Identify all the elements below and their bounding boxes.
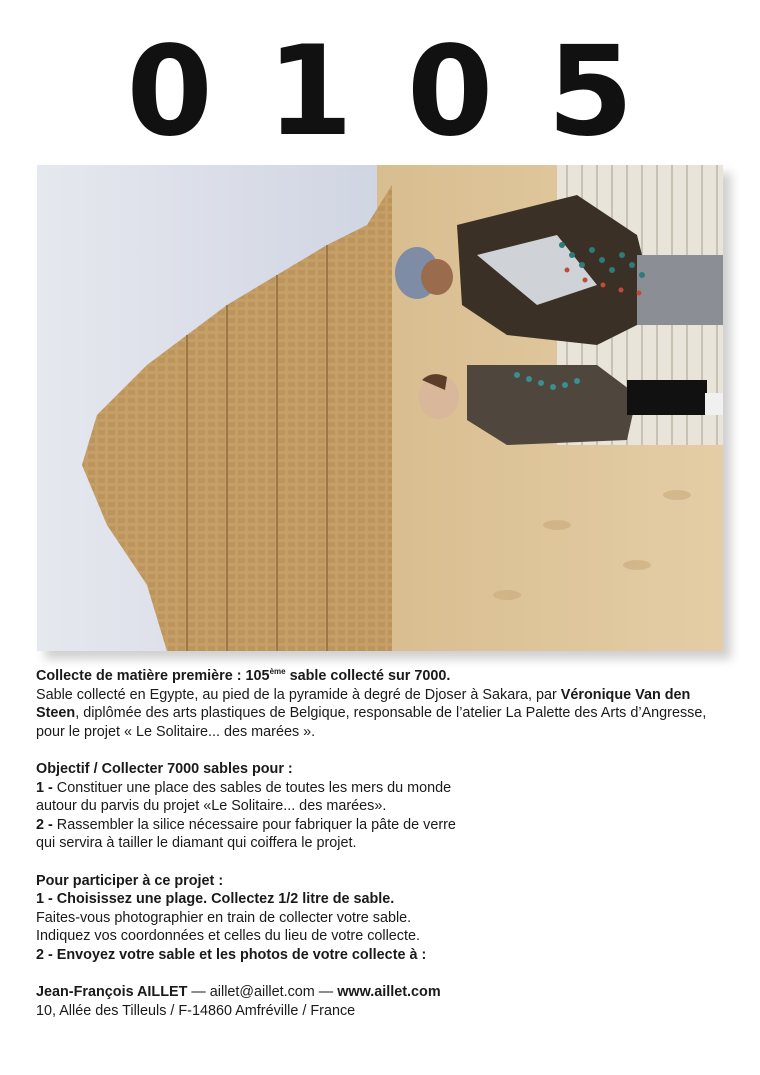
objective-item-1-text-a: Constituer une place des sables de toutes les mers du monde — [56, 779, 452, 796]
objective-item-2-cont: qui servira à tailler le diamant qui coiffera le projet. — [36, 835, 357, 852]
contact-sep-1: — — [187, 984, 210, 1001]
contact-email[interactable]: aillet@aillet.com — [209, 984, 315, 1001]
intro-author: Véronique Van den Steen — [36, 686, 691, 722]
objective-item-2 — [36, 816, 726, 835]
participate-title — [36, 872, 726, 891]
photo-frame — [37, 165, 723, 651]
intro-title-suffix: sable collecté sur 7000. — [285, 668, 451, 684]
participate-step-1-line-b: Indiquez vos coordonnées et celles du lieu de votre collecte. — [36, 928, 420, 945]
intro-paragraph — [36, 686, 726, 742]
participate-step-1 — [36, 890, 726, 909]
participate-step-1-line-a: Faites-vous photographier en train de collecter votre sable. — [36, 909, 412, 926]
contact-line — [36, 983, 726, 1002]
objective-item-2-num: 2 - — [36, 816, 57, 833]
intro-line1: Sable collecté en Egypte, au pied de la pyramide à degré de Djoser à Sakara, par — [36, 686, 561, 703]
photo-illustration — [37, 165, 723, 651]
participate-step-2-text: 2 - Envoyez votre sable et les photos de votre collecte à : — [36, 946, 427, 963]
objective-title — [36, 760, 726, 779]
egypt-pyramid-photo — [37, 165, 723, 651]
objective-item-1-cont: autour du parvis du projet «Le Solitaire... des marées». — [36, 798, 387, 815]
participate-title-text: Pour participer à ce projet : — [36, 872, 224, 889]
participate-step-2 — [36, 946, 726, 965]
contact-name: Jean-François AILLET — [36, 984, 188, 1001]
participate-step-1-text: 1 - Choisissez une plage. Collectez 1/2 litre de sable. — [36, 891, 395, 908]
intro-title — [36, 667, 726, 686]
page-number-title: 0105 — [126, 20, 688, 164]
objective-title-text: Objectif / Collecter 7000 sables pour : — [36, 760, 293, 777]
body-text — [36, 667, 726, 1020]
intro-line2: , diplômée des arts plastiques de Belgique, responsable de l’atelier La Palette des Arts d’Angresse, pour le projet « Le Solitaire... des marées ». — [36, 705, 707, 740]
contact-website[interactable]: www.aillet.com — [337, 984, 441, 1001]
intro-title-sup: ème — [269, 667, 286, 676]
contact-sep-2: — — [314, 984, 338, 1001]
contact-address: 10, Allée des Tilleuls / F-14860 Amfréville / France — [36, 1002, 356, 1019]
intro-title-prefix: Collecte de matière première : 105 — [36, 668, 270, 684]
objective-item-1 — [36, 779, 726, 798]
objective-item-1-num: 1 - — [36, 779, 57, 796]
objective-item-2-text-a: Rassembler la silice nécessaire pour fabriquer la pâte de verre — [56, 816, 456, 833]
